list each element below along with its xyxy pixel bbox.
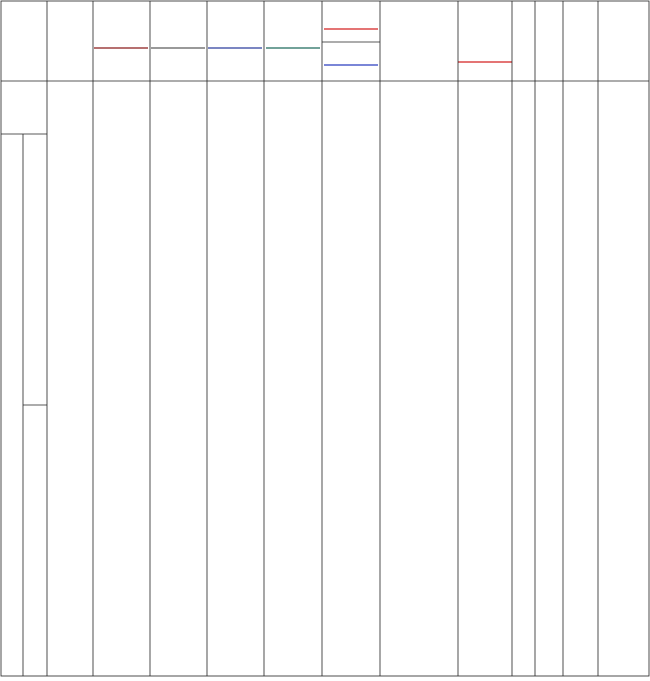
grid (1, 1, 649, 676)
header (94, 29, 512, 65)
